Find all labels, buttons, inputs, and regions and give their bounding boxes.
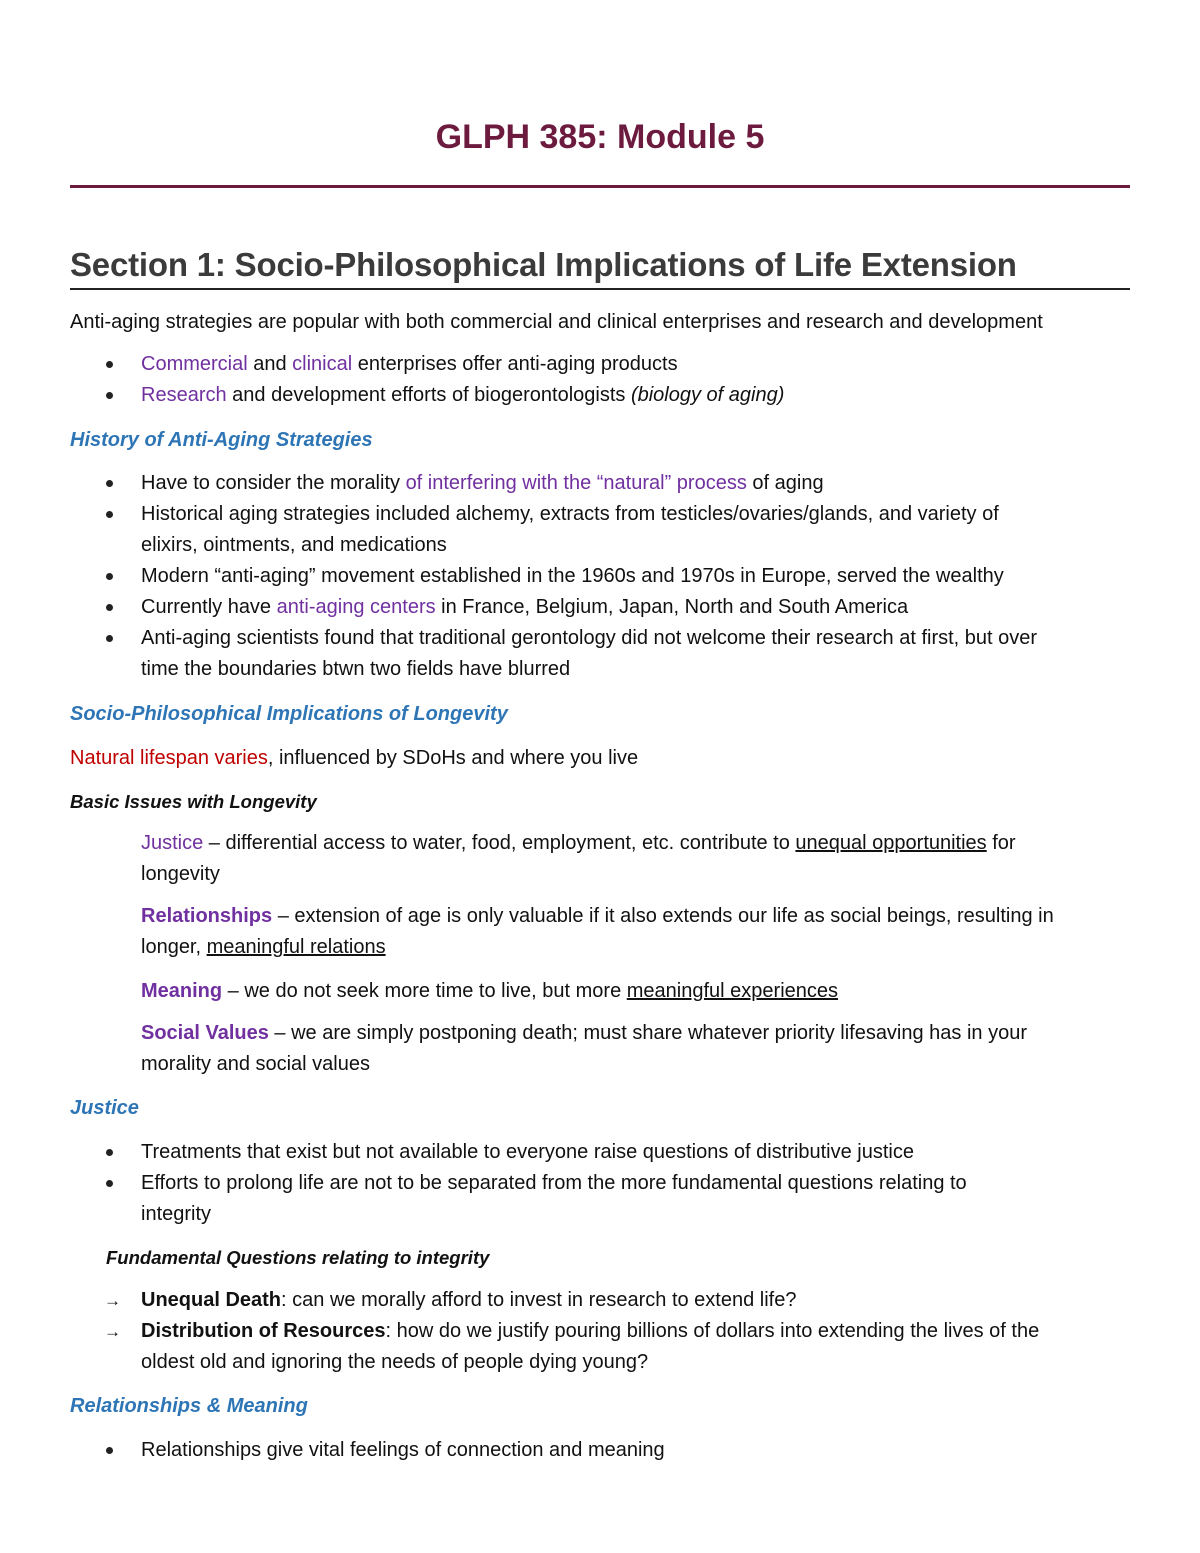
- arrow-right-icon: →: [104, 1322, 121, 1341]
- definition-social-values-continued: morality and social values: [141, 1053, 370, 1075]
- list-item-continued: time the boundaries btwn two fields have blurred: [141, 658, 571, 680]
- bullet-icon: [106, 573, 113, 580]
- bullet-icon: [106, 604, 113, 611]
- definition-justice-continued: longevity: [141, 863, 220, 885]
- bullet-icon: [106, 480, 113, 487]
- bullet-icon: [106, 392, 113, 399]
- list-item: Efforts to prolong life are not to be separated from the more fundamental questions relating to: [141, 1172, 967, 1194]
- list-item: Relationships give vital feelings of connection and meaning: [141, 1439, 665, 1461]
- definition-relationships-continued: longer, meaningful relations: [141, 936, 386, 958]
- subheading-basic-issues: Basic Issues with Longevity: [70, 791, 317, 812]
- list-item: Treatments that exist but not available to everyone raise questions of distributive justice: [141, 1141, 914, 1163]
- list-item: Anti-aging scientists found that traditional gerontology did not welcome their research at first, but over: [141, 627, 1038, 649]
- section-divider: [70, 288, 1130, 290]
- paragraph-natural-lifespan: Natural lifespan varies, influenced by SDoHs and where you live: [70, 747, 639, 769]
- subheading-history: History of Anti-Aging Strategies: [70, 429, 373, 451]
- arrow-right-icon: →: [104, 1291, 121, 1310]
- bullet-icon: [106, 1180, 113, 1187]
- bullet-icon: [106, 1447, 113, 1454]
- question-distribution-continued: oldest old and ignoring the needs of people dying young?: [141, 1351, 649, 1373]
- list-item: Have to consider the morality of interfering with the “natural” process of aging: [141, 472, 824, 494]
- subheading-relationships-meaning: Relationships & Meaning: [70, 1395, 308, 1417]
- question-distribution-of-resources: Distribution of Resources: how do we justify pouring billions of dollars into extending the lives of the: [141, 1320, 1040, 1342]
- list-item: Currently have anti-aging centers in France, Belgium, Japan, North and South America: [141, 596, 909, 618]
- subheading-fundamental-questions: Fundamental Questions relating to integrity: [106, 1247, 490, 1268]
- subheading-longevity: Socio-Philosophical Implications of Longevity: [70, 703, 508, 725]
- bullet-icon: [106, 511, 113, 518]
- subheading-justice: Justice: [70, 1097, 139, 1119]
- intro-paragraph: Anti-aging strategies are popular with both commercial and clinical enterprises and research and development: [70, 311, 1043, 333]
- question-unequal-death: Unequal Death: can we morally afford to invest in research to extend life?: [141, 1289, 797, 1311]
- term-clinical: clinical: [292, 353, 353, 375]
- list-item: Modern “anti-aging” movement established in the 1960s and 1970s in Europe, served the wealthy: [141, 565, 1004, 587]
- bullet-icon: [106, 1149, 113, 1156]
- definition-meaning: Meaning – we do not seek more time to live, but more meaningful experiences: [141, 980, 839, 1002]
- page-title: GLPH 385: Module 5: [435, 118, 765, 156]
- list-item-continued: integrity: [141, 1203, 212, 1225]
- definition-justice: Justice – differential access to water, food, employment, etc. contribute to unequal opportunities for: [141, 832, 1016, 854]
- list-item: Research and development efforts of biogerontologists (biology of aging): [141, 384, 785, 406]
- term-commercial: Commercial: [141, 353, 248, 375]
- term-research: Research: [141, 384, 227, 406]
- definition-social-values: Social Values – we are simply postponing death; must share whatever priority lifesaving has in your: [141, 1022, 1028, 1044]
- list-item-continued: elixirs, ointments, and medications: [141, 534, 447, 556]
- bullet-icon: [106, 361, 113, 368]
- bullet-icon: [106, 635, 113, 642]
- title-divider: [70, 185, 1130, 188]
- list-item: Historical aging strategies included alchemy, extracts from testicles/ovaries/glands, and variety of: [141, 503, 999, 525]
- list-item: Commercial and clinical enterprises offer anti-aging products: [141, 353, 678, 375]
- section-heading: Section 1: Socio-Philosophical Implications of Life Extension: [70, 246, 1017, 283]
- definition-relationships: Relationships – extension of age is only valuable if it also extends our life as social beings, resulting in: [141, 905, 1054, 927]
